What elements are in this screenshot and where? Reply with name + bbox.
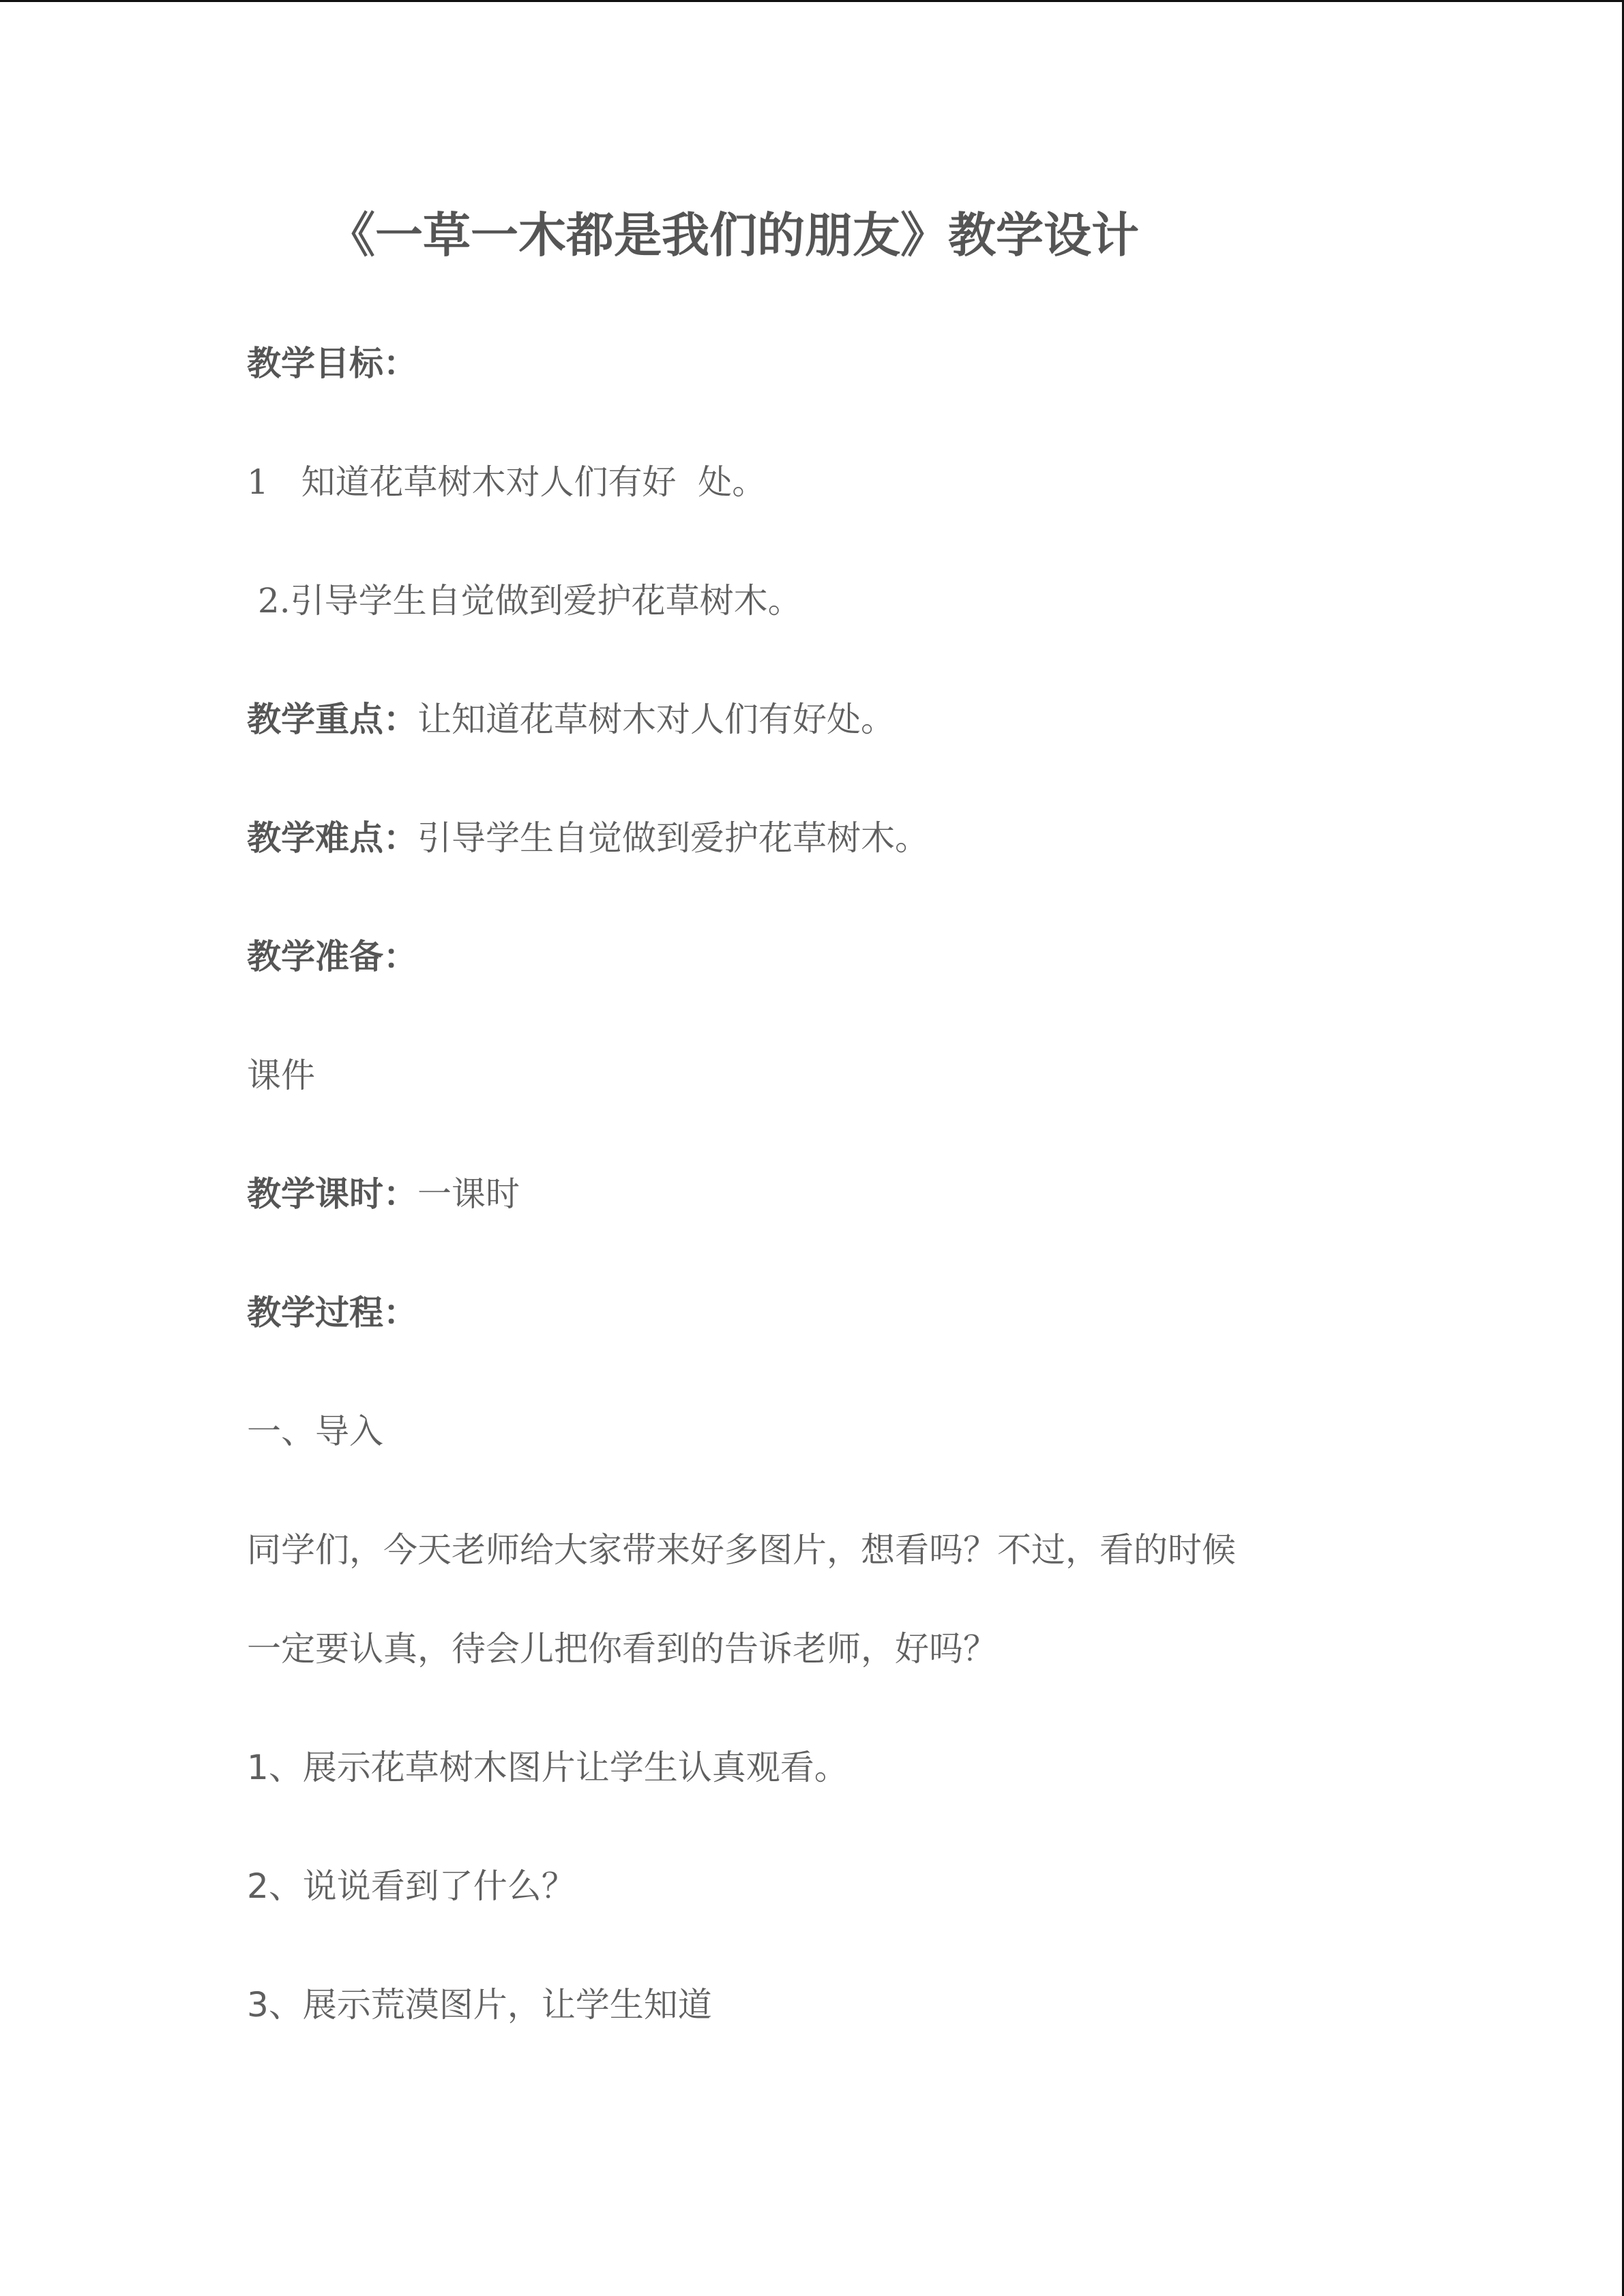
document-title: 《一草一木都是我们的朋友》教学设计 — [327, 207, 1139, 263]
step-1-text: 、展示花草树木图片让学生认真观看。 — [268, 1748, 848, 1787]
key-point-text: 让知道花草树木对人们有好处。 — [417, 700, 895, 739]
goal-item-2: 2.引导学生自觉做到爱护花草树木。 — [247, 581, 802, 621]
goals-heading — [247, 343, 417, 383]
step-2-text: 、说说看到了什么？ — [268, 1866, 576, 1906]
step-2-number: 2 — [247, 1866, 269, 1906]
step-3-number: 3 — [247, 1985, 269, 2025]
preparation-heading-label: 教学准备： — [247, 936, 417, 976]
step-3 — [247, 1985, 712, 2025]
step-3-text: 、展示荒漠图片，让学生知道 — [268, 1985, 712, 2025]
process-heading — [247, 1292, 417, 1332]
duration-text: 一课时 — [417, 1174, 520, 1214]
intro-paragraph-line-2: 一定要认真，待会儿把你看到的告诉老师，好吗？ — [247, 1629, 997, 1669]
process-heading-label: 教学过程： — [247, 1292, 417, 1332]
difficulty-text: 引导学生自觉做到爱护花草树木。 — [417, 818, 929, 858]
step-2 — [247, 1866, 576, 1906]
intro-paragraph-line-1: 同学们，今天老师给大家带来好多图片，想看吗？不过，看的时候 — [247, 1530, 1236, 1570]
goal-item-1: 1 知道花草树木对人们有好 处。 — [247, 462, 767, 502]
key-point-label: 教学重点： — [247, 699, 417, 739]
duration-label: 教学课时： — [247, 1174, 417, 1214]
key-point — [247, 699, 895, 739]
goals-heading-label: 教学目标： — [247, 343, 417, 383]
difficulty — [247, 818, 929, 858]
page-top-border — [0, 0, 1624, 2]
preparation-heading — [247, 936, 417, 976]
section-intro-heading: 一、导入 — [247, 1412, 383, 1451]
difficulty-label: 教学难点： — [247, 818, 417, 858]
duration — [247, 1174, 520, 1214]
step-1 — [247, 1750, 848, 1785]
preparation-text: 课件 — [247, 1056, 315, 1095]
step-1-number: 1 — [247, 1748, 269, 1787]
